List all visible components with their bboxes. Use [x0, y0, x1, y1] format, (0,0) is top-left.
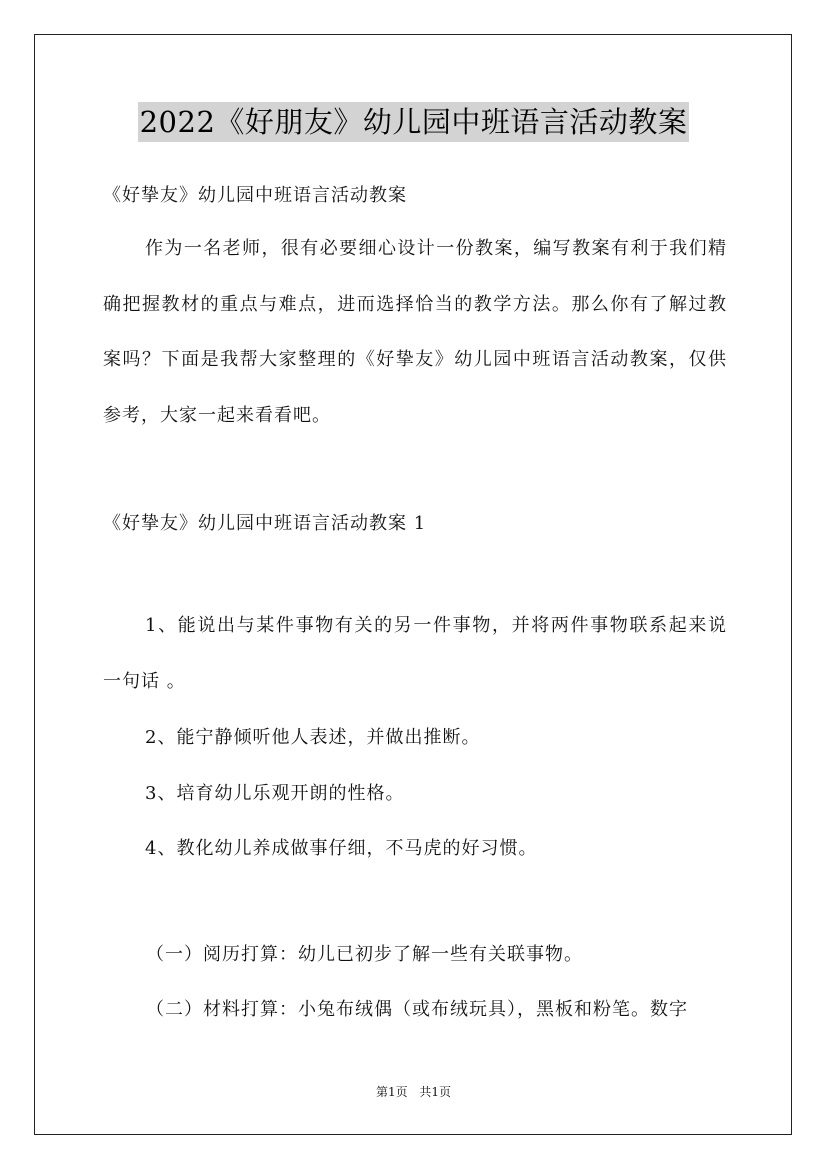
goal-item-1: 1、能说出与某件事物有关的另一件事物，并将两件事物联系起来说一句话 。 — [103, 615, 727, 692]
page-number: 第1页 — [375, 1085, 408, 1099]
page-footer — [0, 1083, 827, 1100]
title-container — [0, 102, 827, 142]
goal-item-4: 4、教化幼儿养成做事仔细，不马虎的好习惯。 — [145, 838, 538, 859]
goal-item-2: 2、能宁静倾听他人表述，并做出推断。 — [145, 727, 481, 748]
document-title: 2022《好朋友》幼儿园中班语言活动教案 — [138, 102, 690, 142]
goal-item-3: 3、培育幼儿乐观开朗的性格。 — [145, 783, 405, 804]
intro-paragraph: 作为一名老师，很有必要细心设计一份教案，编写教案有利于我们精确把握教材的重点与难点，进而选择恰当的教学方法。那么你有了解过教案吗？下面是我帮大家整理的《好挚友》幼儿园中班语言活动教案，仅供参考，大家一起来看看吧。 — [103, 238, 727, 426]
document-subtitle: 《好挚友》幼儿园中班语言活动教案 — [103, 185, 407, 206]
prep-item-2: （二）材料打算：小兔布绒偶（或布绒玩具），黑板和粉笔。数字 — [146, 999, 688, 1020]
page-total: 共1页 — [419, 1085, 452, 1099]
section-heading: 《好挚友》幼儿园中班语言活动教案 1 — [103, 513, 427, 534]
prep-item-1: （一）阅历打算：幼儿已初步了解一些有关联事物。 — [146, 944, 583, 965]
